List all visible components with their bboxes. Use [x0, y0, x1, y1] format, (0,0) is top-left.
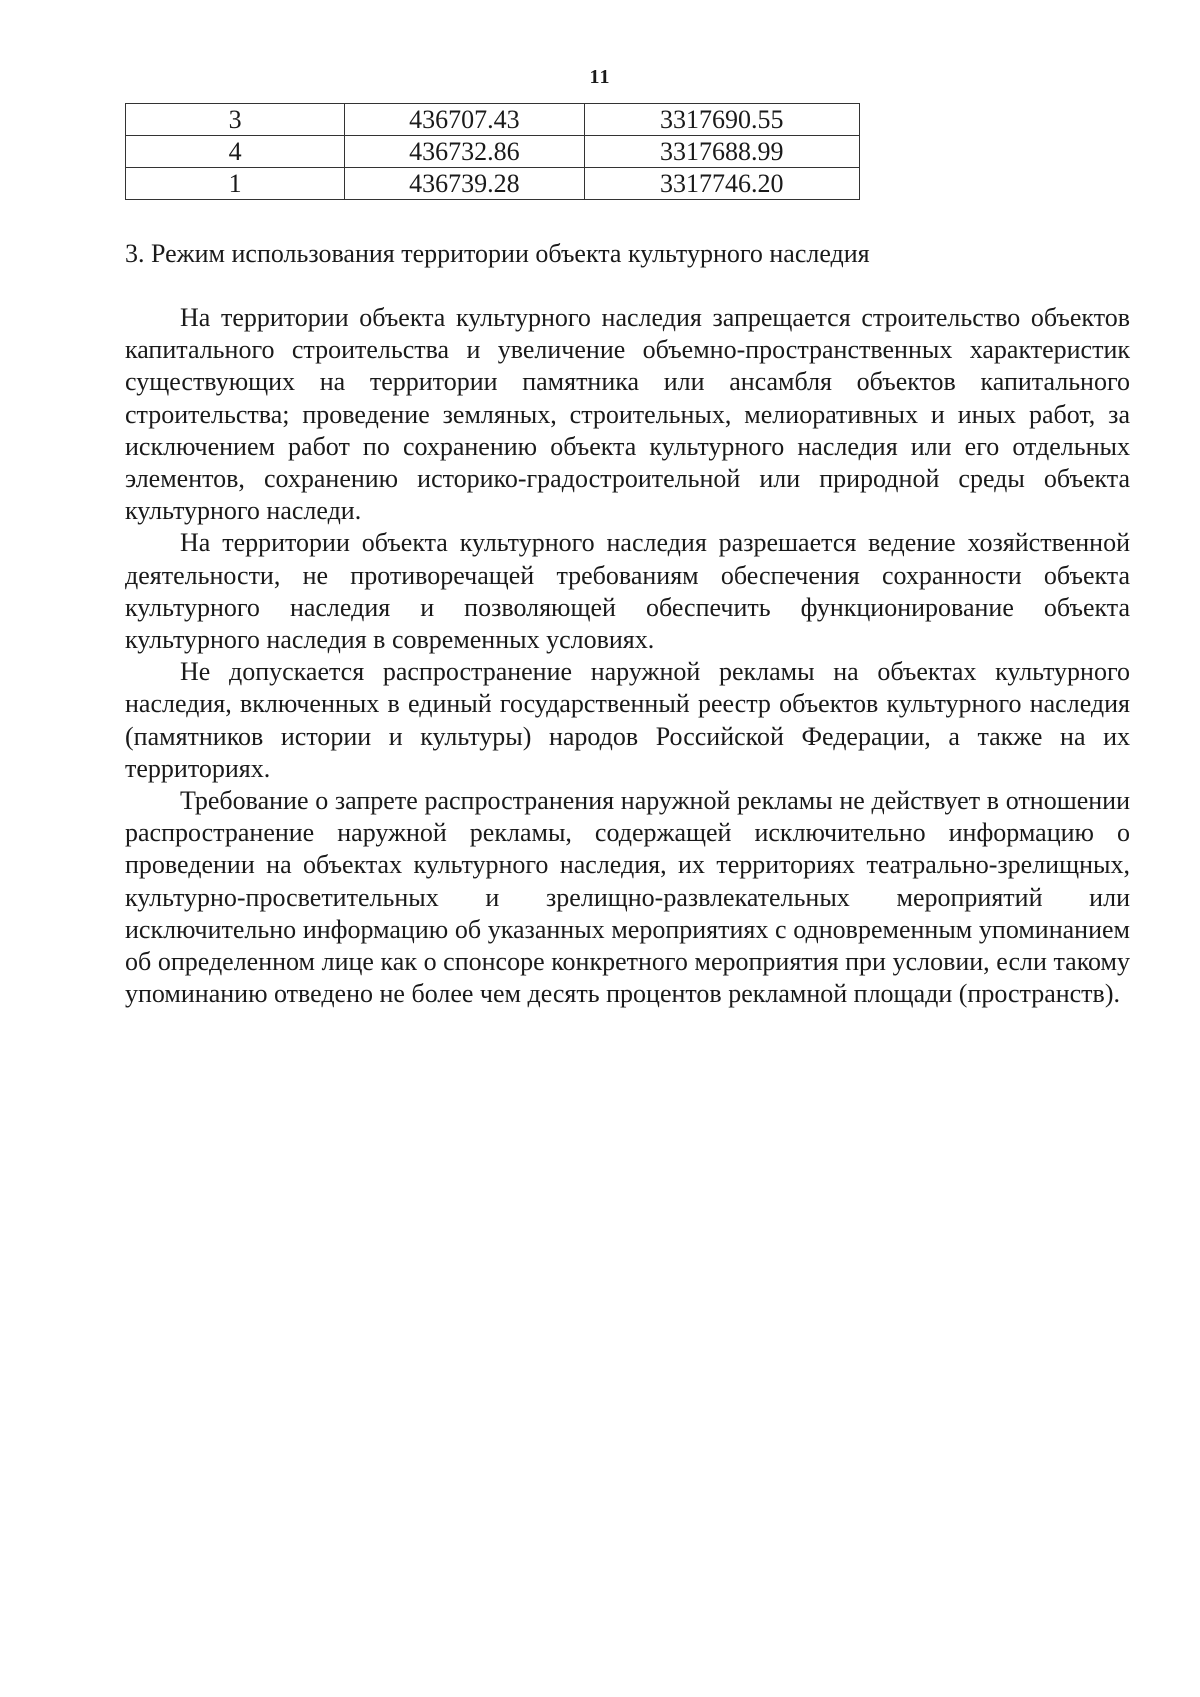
- section-heading: 3. Режим использования территории объекта культурного наследия: [125, 239, 870, 268]
- table-row: [126, 168, 860, 200]
- section-body: [125, 302, 1130, 1010]
- x-coordinate-cell: 436732.86: [345, 136, 584, 168]
- paragraph-advertising-exception: Требование о запрете распространения наружной рекламы не действует в отношении распространение наружной рекламы, содержащей исключительно информацию о проведении на объектах культурного наследия, их территориях театрально-зрелищных, культурно-просветительных и зрелищно-развлекательных мероприятий или исключительно информацию об указанных мероприятиях с одновременным упоминанием об определенном лице как о спонсоре конкретного мероприятия при условии, если такому упоминанию отведено не более чем десять процентов рекламной площади (пространств).: [125, 786, 1130, 1009]
- paragraph-construction-ban: На территории объекта культурного наследия запрещается строительство объектов капитального строительства и увеличение объемно-пространственных характеристик существующих на территории памятника или ансамбля объектов капитального строительства; проведение земляных, строительных, мелиоративных и иных работ, за исключением работ по сохранению объекта культурного наследия или его отдельных элементов, сохранению историко-градостроительной или природной среды объекта культурного наследи.: [125, 303, 1130, 526]
- paragraph-advertising-ban: Не допускается распространение наружной рекламы на объектах культурного наследия, включенных в единый государственный реестр объектов культурного наследия (памятников истории и культуры) народов Российской Федерации, а также на их территориях.: [125, 657, 1130, 783]
- table-row: [126, 104, 860, 136]
- x-coordinate-cell: 436739.28: [345, 168, 584, 200]
- y-coordinate-cell: 3317746.20: [584, 168, 859, 200]
- page-number: 11: [589, 66, 611, 88]
- paragraph-economic-activity: На территории объекта культурного наследия разрешается ведение хозяйственной деятельности, не противоречащей требованиям обеспечения сохранности объекта культурного наследия и позволяющей обеспечить функционирование объекта культурного наследия в современных условиях.: [125, 528, 1130, 655]
- y-coordinate-cell: 3317688.99: [584, 136, 859, 168]
- coordinates-table: [125, 103, 860, 200]
- table-row: [126, 136, 860, 168]
- point-number-cell: 3: [126, 104, 345, 136]
- point-number-cell: 4: [126, 136, 345, 168]
- x-coordinate-cell: 436707.43: [345, 104, 584, 136]
- y-coordinate-cell: 3317690.55: [584, 104, 859, 136]
- point-number-cell: 1: [126, 168, 345, 200]
